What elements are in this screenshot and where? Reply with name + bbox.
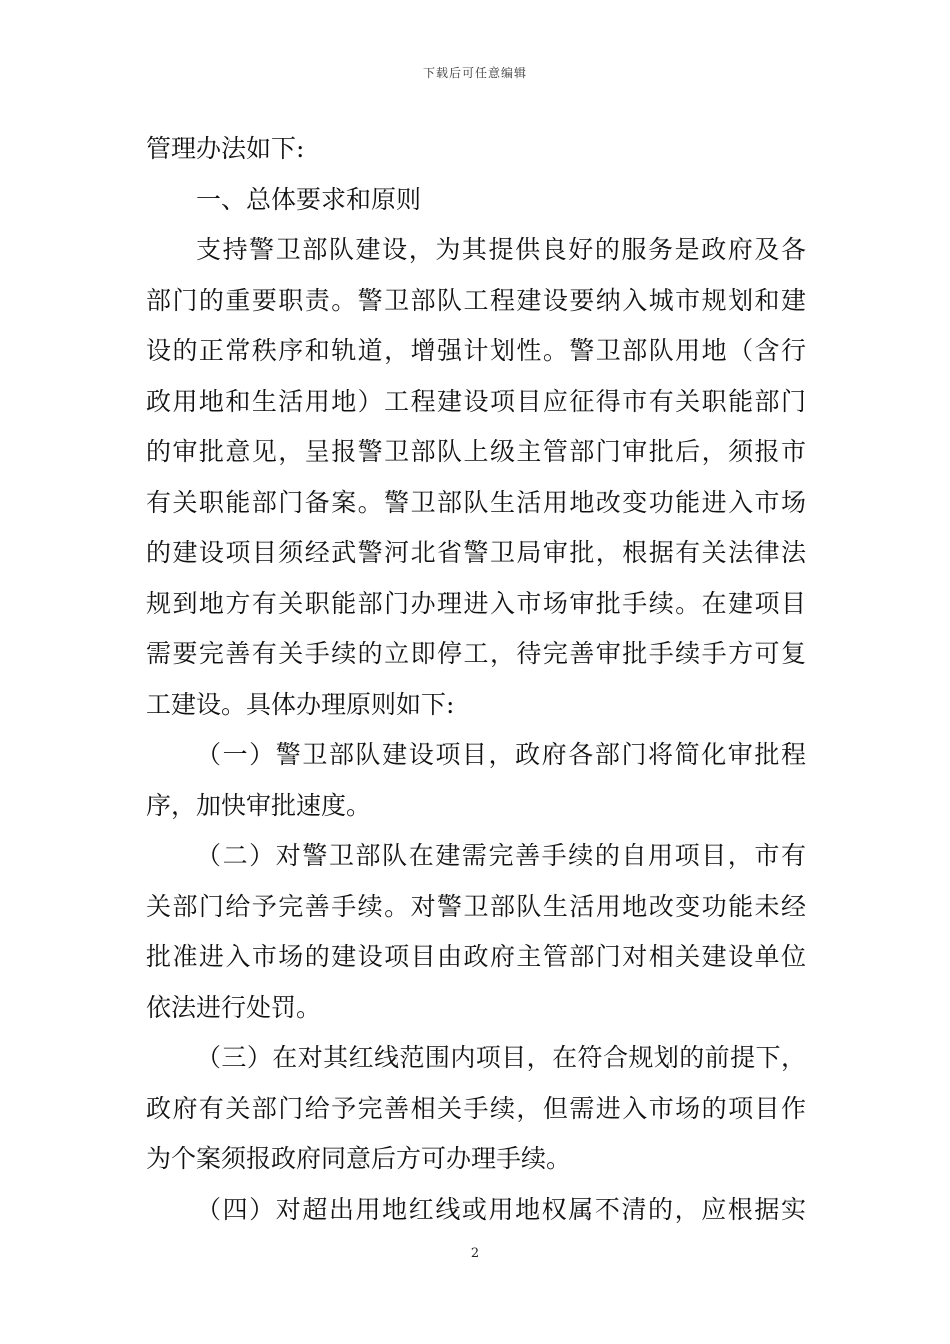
list-item-4: （四）对超出用地红线或用地权属不清的，应根据实 [196, 1194, 806, 1224]
text-line: 序，加快审批速度。 [146, 790, 372, 820]
text-line: 的审批意见，呈报警卫部队上级主管部门审批后，须报市 [146, 437, 806, 466]
text-line: 批准进入市场的建设项目由政府主管部门对相关建设单位 [146, 942, 806, 971]
document-body [146, 124, 806, 1235]
page-header: 下载后可任意编辑 [422, 66, 527, 80]
text-line: 政府有关部门给予完善相关手续，但需进入市场的项目作 [146, 1093, 806, 1123]
text-line: 有关职能部门备案。警卫部队生活用地改变功能进入市场 [146, 487, 806, 517]
text-line: 依法进行处罚。 [146, 992, 322, 1022]
text-line: 设的正常秩序和轨道，增强计划性。警卫部队用地（含行 [146, 336, 806, 365]
list-item-3: （三）在对其红线范围内项目，在符合规划的前提下， [196, 1043, 806, 1072]
text-line: 的建设项目须经武警河北省警卫局审批，根据有关法律法 [146, 538, 806, 567]
text-line: 为个案须报政府同意后方可办理手续。 [146, 1144, 572, 1173]
section-heading: 一、总体要求和原则 [196, 184, 422, 214]
list-item-1: （一）警卫部队建设项目，政府各部门将简化审批程 [196, 740, 806, 769]
text-line: 工建设。具体办理原则如下: [146, 689, 455, 719]
text-line: 规到地方有关职能部门办理进入市场审批手续。在建项目 [146, 588, 806, 618]
text-line: 支持警卫部队建设，为其提供良好的服务是政府及各 [196, 235, 806, 264]
text-line: 部门的重要职责。警卫部队工程建设要纳入城市规划和建 [146, 285, 806, 315]
page-number: 2 [470, 1246, 480, 1261]
text-line: 政用地和生活用地）工程建设项目应征得市有关职能部门 [146, 386, 806, 416]
text-line: 关部门给予完善手续。对警卫部队生活用地改变功能未经 [146, 891, 806, 921]
text-line: 管理办法如下: [146, 134, 305, 163]
text-line: 需要完善有关手续的立即停工，待完善审批手续手方可复 [146, 639, 806, 668]
list-item-2: （二）对警卫部队在建需完善手续的自用项目，市有 [196, 841, 806, 870]
